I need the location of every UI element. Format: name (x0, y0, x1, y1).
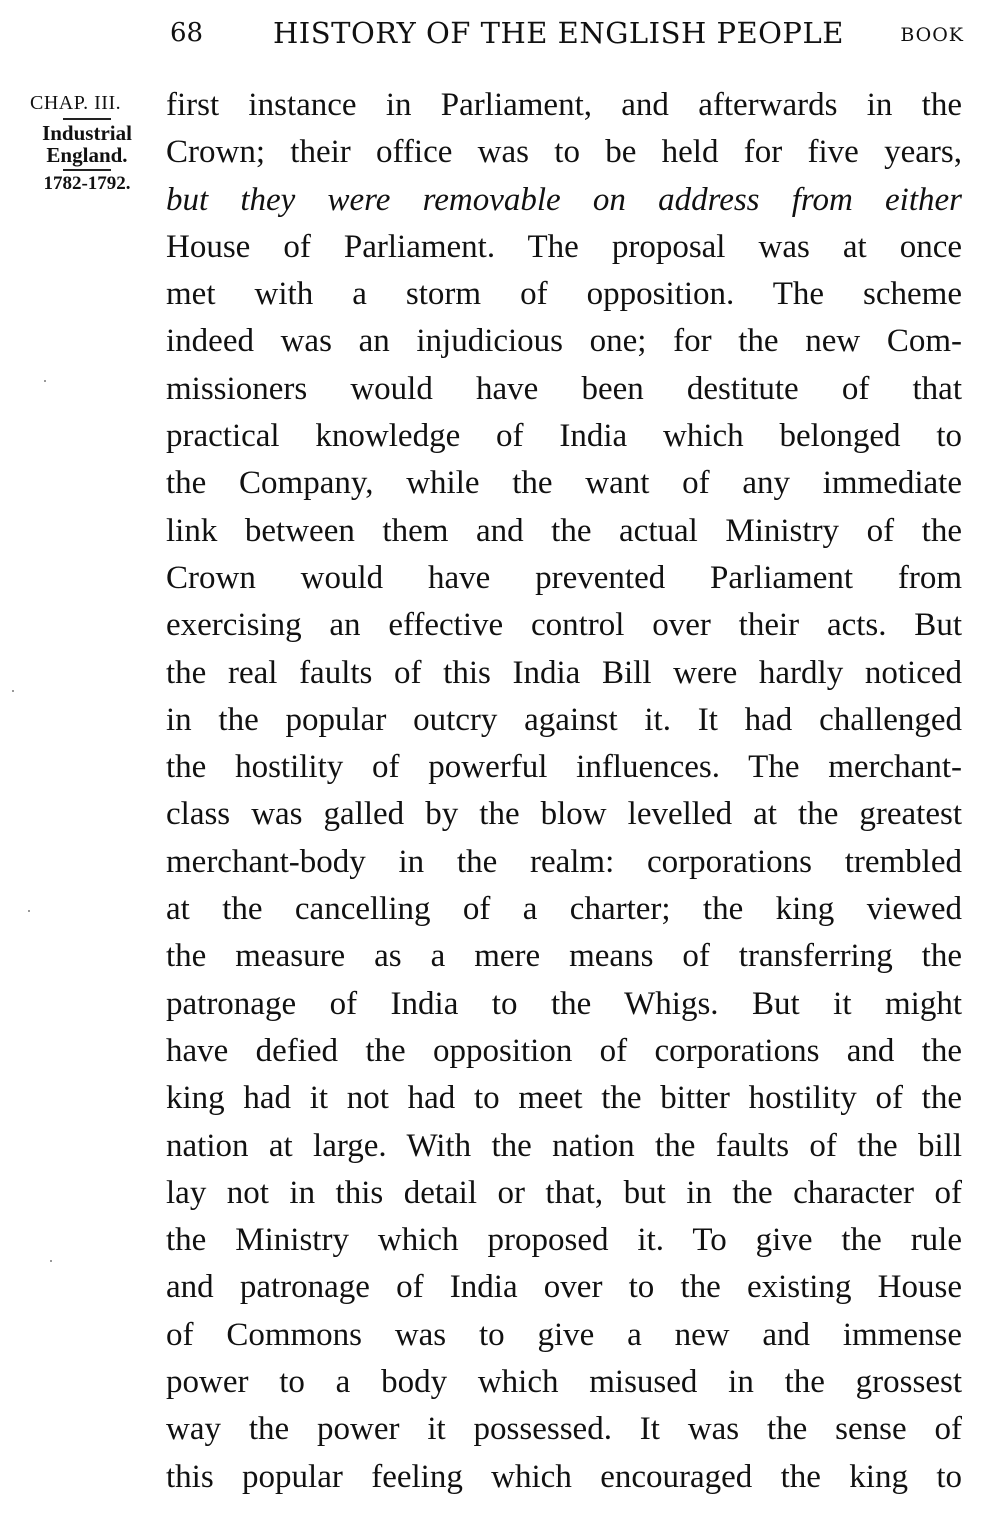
body-line: the Ministry which proposed it. To give the rule (166, 1222, 962, 1259)
margin-title-line2: England. (46, 143, 128, 167)
body-line: patronage of India to the Whigs. But it might (166, 985, 962, 1022)
body-line: in the popular outcry against it. It had challenged (166, 701, 962, 738)
body-line: power to a body which misused in the grossest (166, 1364, 962, 1401)
running-title: HISTORY OF THE ENGLISH PEOPLE (273, 16, 844, 50)
body-line: lay not in this detail or that, but in the character of (166, 1174, 962, 1211)
margin-note (18, 92, 156, 195)
body-line: this popular feeling which encouraged the king to (166, 1458, 962, 1495)
body-line: the Company, while the want of any immediate (166, 465, 962, 502)
body-line: link between them and the actual Ministry of the (166, 512, 962, 549)
body-line: exercising an effective control over their acts. But (166, 607, 962, 644)
page-number: 68 (170, 18, 204, 48)
chapter-label: CHAP. III. (30, 92, 122, 114)
scan-speck (28, 910, 30, 912)
running-head (0, 12, 1000, 52)
scan-speck (44, 380, 46, 382)
book-label: BOOK (900, 24, 964, 46)
body-line: and patronage of India over to the existing House (166, 1269, 962, 1306)
body-line: way the power it possessed. It was the sense of (166, 1411, 962, 1448)
body-line: nation at large. With the nation the faults of the bill (166, 1127, 962, 1164)
body-line: the hostility of powerful influences. The merchant- (166, 749, 962, 786)
body-line: met with a storm of opposition. The scheme (166, 276, 962, 313)
body-line: the real faults of this India Bill were hardly noticed (166, 654, 962, 691)
body-line: have defied the opposition of corporations and the (166, 1032, 962, 1069)
margin-title-line1: Industrial (42, 121, 132, 145)
body-line: missioners would have been destitute of that (166, 370, 962, 407)
scan-speck (50, 1260, 52, 1262)
margin-rule-bottom (63, 169, 111, 171)
margin-rule-top (63, 118, 111, 120)
body-line: the measure as a mere means of transferring the (166, 938, 962, 975)
scan-speck (12, 690, 14, 692)
body-line: indeed was an injudicious one; for the new Com- (166, 323, 962, 360)
body-line: class was galled by the blow levelled at the greatest (166, 796, 962, 833)
body-line: Crown would have prevented Parliament from (166, 559, 962, 596)
body-line: first instance in Parliament, and afterwards in the (166, 87, 962, 123)
body-text (166, 82, 962, 1501)
margin-years: 1782-1792. (43, 173, 131, 194)
body-line: of Commons was to give a new and immense (166, 1316, 962, 1353)
body-line: at the cancelling of a charter; the king viewed (166, 891, 962, 928)
body-line: merchant-body in the realm: corporations trembled (166, 843, 962, 880)
body-line: king had it not had to meet the bitter hostility of the (166, 1080, 962, 1117)
body-line: House of Parliament. The proposal was at once (166, 228, 962, 265)
body-line: but they were removable on address from either (166, 181, 962, 218)
body-line: Crown; their office was to be held for five years, (166, 134, 962, 171)
body-line: practical knowledge of India which belonged to (166, 418, 962, 455)
